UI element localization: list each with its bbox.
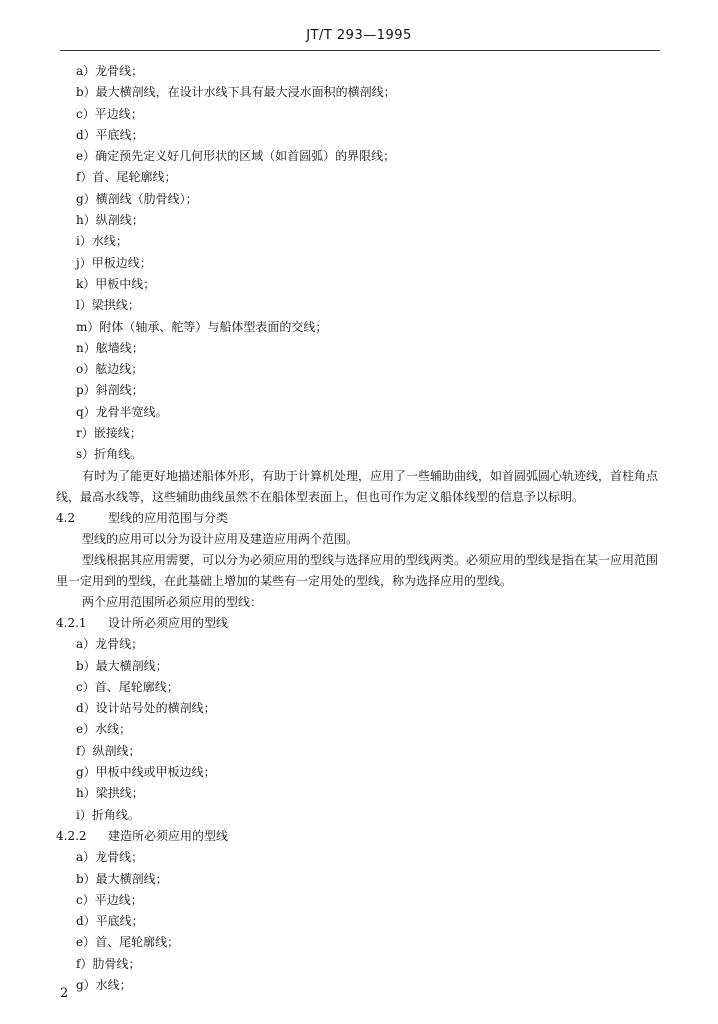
list-item: e）首、尾轮廓线； xyxy=(76,935,180,950)
list-item: f）肋骨线； xyxy=(76,956,141,971)
paragraph-auxiliary-curves: 有时为了能更好地描述船体外形，有助于计算机处理，应用了一些辅助曲线，如首圆弧圆心轨迹线，首柱角点线，最高水线等，这些辅助曲线虽然不在船体型表面上，但也可作为定义船体线型的信息予以标明。 xyxy=(56,468,659,504)
list-item: d）平底线； xyxy=(76,127,144,142)
page-number: 2 xyxy=(60,986,69,1001)
section-heading-4-2 xyxy=(56,508,666,529)
paragraph-two-scopes: 两个应用范围所必须应用的型线： xyxy=(82,594,263,609)
list-item: e）确定预先定义好几何形状的区域（如首圆弧）的界限线； xyxy=(76,149,396,164)
paragraph-scope: 型线的应用可以分为设计应用及建造应用两个范围。 xyxy=(82,531,359,546)
list-item: g）水线； xyxy=(76,977,132,992)
list-item: r）嵌接线； xyxy=(76,426,142,441)
list-item: o）舷边线； xyxy=(76,362,144,377)
section-number: 4.2.1 xyxy=(56,615,87,630)
list-item: a）龙骨线； xyxy=(76,637,144,652)
list-item: c）首、尾轮廓线； xyxy=(76,679,179,694)
header-rule xyxy=(60,50,660,51)
list-item: g）横剖线（肋骨线）； xyxy=(76,191,198,206)
list-item: q）龙骨半宽线。 xyxy=(76,404,168,419)
list-item: h）纵剖线； xyxy=(76,213,144,228)
list-item: f）首、尾轮廓线； xyxy=(76,170,177,185)
line-list-3 xyxy=(56,847,666,996)
section-number: 4.2.2 xyxy=(56,828,87,843)
list-item: a）龙骨线； xyxy=(76,64,144,78)
list-item: d）平底线； xyxy=(76,914,144,929)
section-title: 型线的应用范围与分类 xyxy=(108,510,229,525)
list-item: b）最大横剖线； xyxy=(76,658,168,673)
list-item: b）最大横剖线； xyxy=(76,871,168,886)
section-number: 4.2 xyxy=(56,510,76,525)
list-item: f）纵剖线； xyxy=(76,743,141,758)
standard-code-header: JT/T 293—1995 xyxy=(306,28,412,43)
list-item: k）甲板中线； xyxy=(76,276,156,291)
paragraph-classification: 型线根据其应用需要，可以分为必须应用的型线与选择应用的型线两类。必须应用的型线是指在某一应用范围里一定用到的型线，在此基础上增加的某些有一定用处的型线，称为选择应用的型线。 xyxy=(56,552,659,588)
list-item: b）最大横剖线，在设计水线下具有最大浸水面积的横剖线； xyxy=(76,85,396,100)
list-item: i）折角线。 xyxy=(76,807,140,822)
section-heading-4-2-2 xyxy=(56,826,666,847)
document-body xyxy=(56,61,666,996)
list-item: h）梁拱线； xyxy=(76,786,144,801)
list-item: m）附体（轴承、舵等）与船体型表面的交线； xyxy=(76,319,328,334)
list-item: l）梁拱线； xyxy=(76,298,140,313)
list-item: e）水线； xyxy=(76,722,132,737)
list-item: d）设计站号处的横剖线； xyxy=(76,701,216,716)
list-item: j）甲板边线； xyxy=(76,255,152,270)
list-item: c）平边线； xyxy=(76,892,143,907)
section-title: 设计所必须应用的型线 xyxy=(108,615,229,630)
list-item: i）水线； xyxy=(76,234,128,249)
section-heading-4-2-1 xyxy=(56,613,666,634)
line-list-2 xyxy=(56,634,666,826)
list-item: a）龙骨线； xyxy=(76,850,144,865)
list-item: c）平边线； xyxy=(76,106,143,121)
list-item: g）甲板中线或甲板边线； xyxy=(76,765,216,780)
list-item: p）斜剖线； xyxy=(76,383,144,398)
section-title: 建造所必须应用的型线 xyxy=(108,828,229,843)
list-item: n）舷墙线； xyxy=(76,340,144,355)
list-item: s）折角线。 xyxy=(76,447,143,462)
line-list-1 xyxy=(56,61,666,466)
